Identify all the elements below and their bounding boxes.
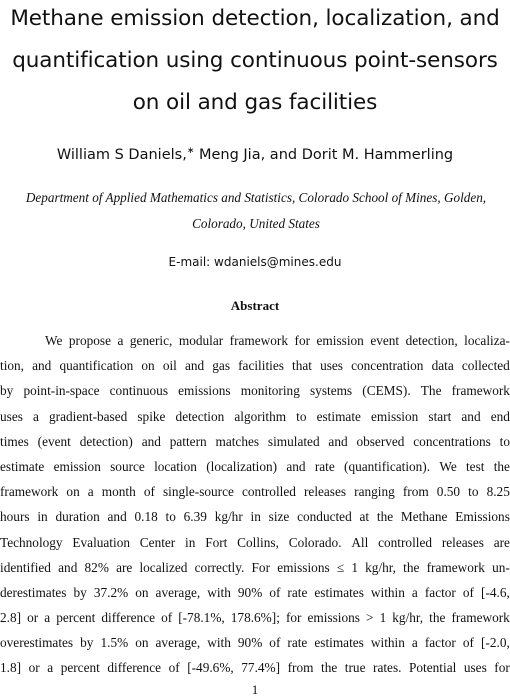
abstract-word: concentrations xyxy=(413,433,491,449)
abstract-word: ranging xyxy=(354,484,395,500)
abstract-word: framework xyxy=(0,484,59,500)
abstract-word: rate xyxy=(314,458,335,474)
abstract-word: Emissions xyxy=(455,509,510,525)
abstract-word: [-2.0, xyxy=(481,635,510,651)
abstract-word: single-source xyxy=(163,484,234,500)
abstract-word: start xyxy=(428,408,452,424)
abstract-word: are xyxy=(116,559,133,575)
abstract-word: the xyxy=(493,458,510,474)
abstract-line xyxy=(0,504,510,529)
abstract-word: We xyxy=(439,458,457,474)
abstract-word: kg/hr, xyxy=(365,559,396,575)
abstract-word: quantification xyxy=(59,358,134,374)
abstract-word: at xyxy=(359,509,370,525)
abstract-word: for xyxy=(494,660,510,676)
abstract-word: controlled xyxy=(378,534,433,550)
abstract-word: For xyxy=(251,559,271,575)
abstract-line xyxy=(0,328,510,353)
title-line: on oil and gas facilities xyxy=(132,90,378,115)
abstract-word: difference xyxy=(101,610,156,626)
abstract-word: framework xyxy=(451,383,510,399)
abstract-word: with xyxy=(207,635,231,651)
abstract-word: > xyxy=(366,610,374,626)
abstract-word: matches xyxy=(215,433,260,449)
abstract-word: estimate xyxy=(0,458,45,474)
abstract-word: point-in-space xyxy=(23,383,100,399)
abstract-word: average, xyxy=(155,584,201,600)
abstract-word: month xyxy=(101,484,136,500)
abstract-word: (localization) xyxy=(206,458,278,474)
abstract-word: to xyxy=(468,484,479,500)
abstract-word: uses xyxy=(320,358,343,374)
abstract-word: or xyxy=(27,610,39,626)
abstract-word: oil xyxy=(162,358,177,374)
abstract-line xyxy=(0,479,510,504)
abstract-word: times xyxy=(0,433,29,449)
abstract-word: the xyxy=(321,660,338,676)
abstract-word: 178.6%]; xyxy=(230,610,280,626)
abstract-word: of xyxy=(143,484,155,500)
abstract-word: detection, xyxy=(405,333,458,348)
abstract-word: localiza- xyxy=(464,333,510,348)
abstract-word: simulated xyxy=(267,433,320,449)
abstract-word: on xyxy=(141,358,155,374)
abstract-word: rates. xyxy=(373,660,402,676)
abstract-word: framework xyxy=(451,610,510,626)
abstract-word: [-78.1%, xyxy=(178,610,225,626)
abstract-word: localized xyxy=(139,559,188,575)
abstract-line xyxy=(0,655,510,680)
abstract-word: facilities xyxy=(238,358,284,374)
abstract-word: modular xyxy=(178,333,224,348)
abstract-word: The xyxy=(420,383,442,399)
abstract-heading: Abstract xyxy=(230,298,280,313)
abstract-word: All xyxy=(351,534,369,550)
abstract-word: systems xyxy=(310,383,353,399)
abstract-word: kg/hr xyxy=(214,509,243,525)
affiliation-line: Colorado, United States xyxy=(192,216,320,231)
abstract-word: to xyxy=(296,408,307,424)
abstract-word: Methane xyxy=(400,509,448,525)
abstract-word: rate xyxy=(287,584,308,600)
abstract-word: on xyxy=(66,484,80,500)
abstract-word: of xyxy=(269,584,281,600)
email-label: E-mail: xyxy=(168,255,211,269)
abstract-word: a xyxy=(47,660,54,676)
abstract-word: from xyxy=(287,660,314,676)
abstract-word: 1 xyxy=(379,610,387,626)
page-number: 1 xyxy=(251,682,259,697)
abstract-word: observed xyxy=(356,433,405,449)
abstract-word: correctly. xyxy=(194,559,245,575)
abstract-word: propose xyxy=(68,333,111,348)
abstract-word: Evaluation xyxy=(72,534,130,550)
abstract-word: estimates xyxy=(314,584,364,600)
abstract-word: are xyxy=(493,534,510,550)
abstract-word: and xyxy=(141,433,161,449)
abstract-word: by xyxy=(80,635,94,651)
abstract-word: by xyxy=(0,383,14,399)
first-author: William S Daniels, xyxy=(56,147,187,163)
abstract-word: releases xyxy=(303,484,347,500)
abstract-word: and xyxy=(107,509,127,525)
abstract-word: monitoring xyxy=(240,383,300,399)
abstract-word: releases xyxy=(441,534,484,550)
abstract-word: of xyxy=(462,584,474,600)
abstract-word: on xyxy=(135,584,149,600)
abstract-word: 82% xyxy=(84,559,109,575)
abstract-word: and xyxy=(184,358,205,374)
abstract-word: and xyxy=(286,458,306,474)
abstract-word: emission xyxy=(316,333,364,348)
abstract-word: Colorado. xyxy=(288,534,342,550)
abstract-word: end xyxy=(490,408,510,424)
abstract-word: overestimates xyxy=(0,635,74,651)
abstract-line xyxy=(0,454,510,479)
abstract-word: uses xyxy=(463,660,487,676)
abstract-word: collected xyxy=(461,358,510,374)
abstract-word: 1 xyxy=(351,559,358,575)
abstract-word: (CEMS). xyxy=(362,383,411,399)
abstract-word: location xyxy=(154,458,197,474)
abstract-word: gradient-based xyxy=(49,408,128,424)
abstract-word: 0.50 xyxy=(436,484,461,500)
abstract-word: within xyxy=(370,635,405,651)
abstract-word: un- xyxy=(492,559,510,575)
abstract-word: difference xyxy=(107,660,162,676)
title-line: Methane emission detection, localization, and xyxy=(10,6,500,31)
abstract-word: on xyxy=(135,635,149,651)
corresponding-author-mark: ∗ xyxy=(186,146,195,157)
abstract-word: a xyxy=(411,635,418,651)
abstract-word: a xyxy=(117,333,124,348)
abstract-word: within xyxy=(370,584,405,600)
abstract-word: algorithm xyxy=(234,408,287,424)
abstract-word: emissions xyxy=(178,383,231,399)
abstract-word: ≤ xyxy=(336,559,345,575)
affiliation xyxy=(6,185,506,237)
abstract-line xyxy=(0,630,510,655)
abstract-word: emissions xyxy=(277,559,330,575)
abstract-word: controlled xyxy=(241,484,296,500)
abstract-word: [-49.6%, xyxy=(187,660,234,676)
abstract-word: Potential xyxy=(409,660,457,676)
abstract-word: Center xyxy=(139,534,176,550)
abstract-word: of xyxy=(462,635,474,651)
abstract-word: of xyxy=(161,610,173,626)
title-line: quantification using continuous point-sensors xyxy=(12,48,498,73)
abstract-word: average, xyxy=(155,635,201,651)
abstract-word: concentration xyxy=(351,358,424,374)
abstract-word: 37.2% xyxy=(93,584,129,600)
abstract-word: hours xyxy=(0,509,30,525)
abstract-line xyxy=(0,429,510,454)
abstract-word: estimate xyxy=(316,408,361,424)
abstract-word: the xyxy=(403,559,420,575)
abstract-word: emission xyxy=(53,458,101,474)
abstract-word: estimates xyxy=(314,635,364,651)
abstract-word: duration xyxy=(55,509,100,525)
abstract-word: a xyxy=(33,408,39,424)
abstract-line xyxy=(0,378,510,403)
abstract-line xyxy=(0,605,510,630)
abstract-word: Fort xyxy=(205,534,228,550)
abstract-word: [-4.6, xyxy=(481,584,510,600)
abstract-word: and xyxy=(461,408,481,424)
abstract-word: from xyxy=(402,484,429,500)
abstract-word: 90% xyxy=(237,635,263,651)
other-authors: Meng Jia, and Dorit M. Hammerling xyxy=(194,147,454,163)
abstract-word: a xyxy=(87,484,94,500)
abstract-word: percent xyxy=(60,660,100,676)
abstract-word: kg/hr, xyxy=(392,610,424,626)
abstract-word: 90% xyxy=(237,584,263,600)
abstract-word: of xyxy=(269,635,281,651)
abstract-word: that xyxy=(292,358,312,374)
abstract-word: to xyxy=(165,509,176,525)
abstract-word: the xyxy=(429,610,446,626)
abstract-word: in xyxy=(37,509,48,525)
abstract-word: a xyxy=(44,610,51,626)
abstract-word: pattern xyxy=(169,433,207,449)
abstract-word: a xyxy=(411,584,418,600)
abstract-body xyxy=(0,328,510,681)
abstract-word: in xyxy=(250,509,261,525)
abstract-word: continuous xyxy=(109,383,168,399)
abstract-word: true xyxy=(344,660,366,676)
abstract-word: We xyxy=(45,333,63,348)
abstract-word: 0.18 xyxy=(134,509,158,525)
abstract-word: 6.39 xyxy=(183,509,207,525)
abstract-word: 77.4%] xyxy=(241,660,281,676)
abstract-word: uses xyxy=(0,408,23,424)
paper-title xyxy=(0,0,510,124)
abstract-word: 2.8] xyxy=(0,610,22,626)
abstract-word: emissions xyxy=(307,610,360,626)
abstract-word: generic, xyxy=(129,333,173,348)
abstract-word: with xyxy=(207,584,231,600)
abstract-word: conducted xyxy=(297,509,352,525)
abstract-word: identified xyxy=(0,559,51,575)
abstract-word: tion, xyxy=(0,358,25,374)
contact-email xyxy=(0,251,510,273)
abstract-word: Technology xyxy=(0,534,63,550)
abstract-word: framework xyxy=(229,333,289,348)
abstract-word: (event xyxy=(37,433,71,449)
abstract-word: 8.25 xyxy=(486,484,510,500)
abstract-word: spike xyxy=(137,408,166,424)
abstract-word: factor xyxy=(424,635,456,651)
abstract-word: (quantification). xyxy=(344,458,431,474)
abstract-word: size xyxy=(268,509,290,525)
abstract-word: source xyxy=(110,458,145,474)
abstract-line xyxy=(0,353,510,378)
abstract-word: emission xyxy=(371,408,419,424)
abstract-word: for xyxy=(285,610,302,626)
abstract-word: test xyxy=(465,458,485,474)
abstract-word: to xyxy=(499,433,510,449)
abstract-word: derestimates xyxy=(0,584,67,600)
abstract-word: Collins, xyxy=(237,534,279,550)
abstract-word: data xyxy=(431,358,454,374)
abstract-word: rate xyxy=(287,635,308,651)
abstract-word: factor xyxy=(424,584,456,600)
abstract-word: in xyxy=(185,534,196,550)
abstract-word: 1.8] xyxy=(0,660,22,676)
abstract-word: percent xyxy=(56,610,96,626)
abstract-word: gas xyxy=(212,358,231,374)
abstract-word: detection xyxy=(175,408,225,424)
abstract-line xyxy=(0,580,510,605)
abstract-line xyxy=(0,404,510,429)
author-list xyxy=(0,144,510,166)
abstract-word: framework xyxy=(426,559,485,575)
abstract-word: the xyxy=(376,509,394,525)
abstract-word: for xyxy=(294,333,311,348)
abstract-word: by xyxy=(73,584,87,600)
abstract-line xyxy=(0,530,510,555)
abstract-word: and xyxy=(58,559,78,575)
abstract-word: event xyxy=(370,333,400,348)
email-address[interactable]: wdaniels@mines.edu xyxy=(214,255,342,269)
abstract-word: and xyxy=(328,433,348,449)
affiliation-line: Department of Applied Mathematics and Statistics, Colorado School of Mines, Golden, xyxy=(25,190,487,205)
abstract-word: or xyxy=(28,660,40,676)
abstract-word: and xyxy=(32,358,52,374)
abstract-word: detection) xyxy=(79,433,133,449)
abstract-word: of xyxy=(168,660,180,676)
abstract-line xyxy=(0,555,510,580)
abstract-word: 1.5% xyxy=(100,635,129,651)
